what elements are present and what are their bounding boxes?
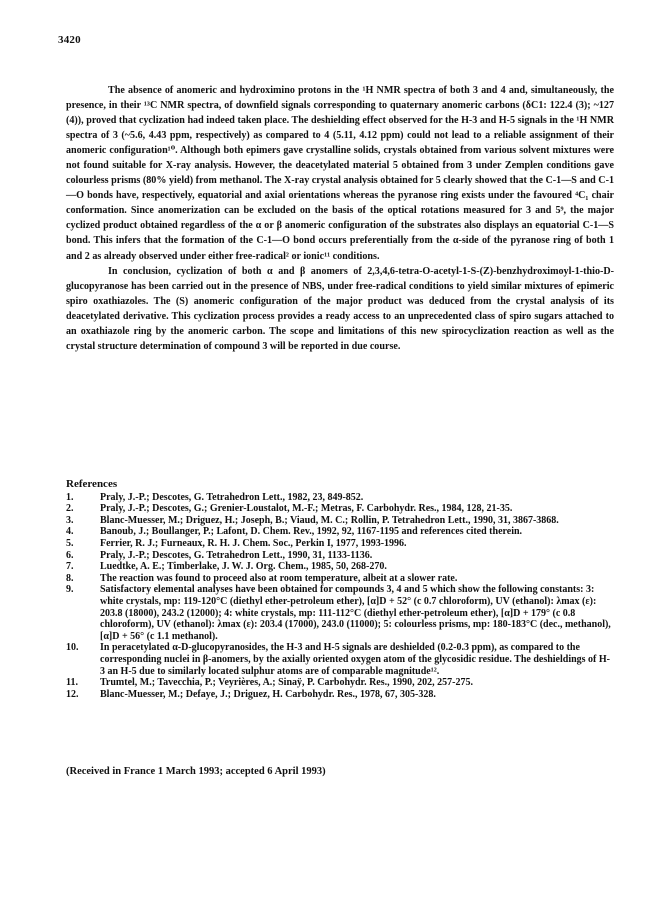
article-body: [66, 83, 614, 354]
reference-number: 9.: [66, 584, 74, 596]
reference-item: [66, 561, 614, 573]
reference-item: [66, 550, 614, 562]
reference-number: 4.: [66, 526, 74, 538]
received-dates: (Received in France 1 March 1993; accepted 6 April 1993): [66, 766, 326, 777]
reference-item: [66, 538, 614, 550]
reference-text: Praly, J.-P.; Descotes, G. Tetrahedron Lett., 1990, 31, 1133-1136.: [100, 549, 373, 561]
reference-item: [66, 526, 614, 538]
reference-item: [66, 642, 614, 677]
paragraph-discussion: The absence of anomeric and hydroximino protons in the ¹H NMR spectra of both 3 and 4 and, simultaneously, the presence, in their ¹³C NMR spectra, of downfield signals corresponding to quaternary anomeric carbons (δC1: 122.4 (3); ~127 (4)), proved that cyclization had indeed taken place. The deshielding effect observed for the H-3 and H-5 signals in the ¹H NMR spectra of 3 (~5.6, 4.43 ppm, respectively) as compared to 4 (5.11, 4.12 ppm) could not lead to a reliable assignment of their anomeric configuration¹⁰. Although both epimers gave crystalline solids, crystals obtained from various solvent mixtures were not found suitable for X-ray analysis. However, the deacetylated material 5 obtained from 3 under Zemplen conditions gave colourless prisms (80% yield) from methanol. The X-ray crystal analysis obtained for 5 clearly showed that the C-1—S and C-1—O bonds have, respectively, equatorial and axial orientations whereas the pyranose ring exists under the favoured ⁴C₁ chair conformation. Since anomerization can be excluded on the basis of the optical rotations measured for 3 and 5⁹, the major cyclized product obtained regardless of the α or β anomeric configuration of the substrates also displays an equatorial C-1—S bond. This infers that the formation of the C-1—O bond occurs preferentially from the α-side of the pyranose ring of both 1 and 2 as already observed under either free-radical² or ionic¹¹ conditions.: [66, 85, 614, 262]
reference-text: Blanc-Muesser, M.; Defaye, J.; Driguez, H. Carbohydr. Res., 1978, 67, 305-328.: [100, 688, 436, 700]
reference-text: Satisfactory elemental analyses have been obtained for compounds 3, 4 and 5 which show the following constants: 3: white crystals, mp: 119-120°C (diethyl ether-petroleum ether), [α]D + 52° (c 0.7 chloroform), UV (ethanol): λmax (ε): 203.8 (18000), 243.2 (12000); 4: white crystals, mp: 111-112°C (diethyl ether-petroleum ether), [α]D + 179° (c 0.8 chloroform), UV (ethanol): λmax (ε): 203.4 (17000), 243.0 (11000); 5: colourless prisms, mp: 180-183°C (dec., methanol), [α]D + 56° (c 1.1 methanol).: [100, 584, 611, 642]
reference-number: 6.: [66, 549, 74, 561]
reference-item: [66, 573, 614, 585]
reference-text: Banoub, J.; Boullanger, P.; Lafont, D. Chem. Rev., 1992, 92, 1167-1195 and references cited therein.: [100, 526, 523, 538]
references-section: [66, 479, 614, 700]
reference-text: Ferrier, R. J.; Furneaux, R. H. J. Chem. Soc., Perkin I, 1977, 1993-1996.: [100, 537, 407, 549]
page-number: 3420: [58, 34, 81, 46]
reference-list: [66, 492, 614, 701]
reference-number: 5.: [66, 537, 74, 549]
reference-number: 11.: [66, 677, 78, 689]
reference-item: [66, 503, 614, 515]
reference-number: 12.: [66, 688, 79, 700]
reference-item: [66, 492, 614, 504]
reference-item: [66, 677, 614, 689]
reference-item: [66, 584, 614, 642]
reference-number: 10.: [66, 642, 79, 654]
reference-text: Trumtel, M.; Tavecchia, P.; Veyrières, A.; Sinaÿ, P. Carbohydr. Res., 1990, 202, 257-275.: [100, 677, 473, 689]
reference-text: Praly, J.-P.; Descotes, G.; Grenier-Loustalot, M.-F.; Metras, F. Carbohydr. Res., 1984, 128, 21-35.: [100, 503, 513, 515]
reference-number: 1.: [66, 491, 74, 503]
paragraph-conclusion: In conclusion, cyclization of both α and β anomers of 2,3,4,6-tetra-O-acetyl-1-S-(Z)-benzhydroximoyl-1-thio-D-glucopyranose has been carried out in the presence of NBS, under free-radical conditions to yield similar mixtures of epimeric spiro oxathiazoles. The (S) anomeric configuration of the major product was deduced from the crystal analysis of its deacetylated derivative. This cyclization process provides a ready access to an unprecedented class of spiro sugars attached to an oxathiazole ring by the anomeric carbon. The scope and limitations of this new spirocyclization reaction as well as the crystal structure determination of compound 3 will be reported in due course.: [66, 265, 614, 352]
reference-text: In peracetylated α-D-glucopyranosides, the H-3 and H-5 signals are deshielded (0.2-0.3 ppm), as compared to the corresponding nuclei in β-anomers, by the axially oriented oxygen atom of the glycosidic residue. The deshieldings of H-3 an H-5 due to similarly located sulphur atoms are of comparable magnitude¹².: [100, 642, 610, 677]
reference-text: The reaction was found to proceed also at room temperature, albeit at a slower rate.: [100, 572, 458, 584]
reference-item: [66, 689, 614, 701]
reference-text: Blanc-Muesser, M.; Driguez, H.; Joseph, B.; Viaud, M. C.; Rollin, P. Tetrahedron Lett., 1990, 31, 3867-3868.: [100, 514, 559, 526]
reference-number: 3.: [66, 514, 74, 526]
reference-text: Luedtke, A. E.; Timberlake, J. W. J. Org. Chem., 1985, 50, 268-270.: [100, 561, 387, 573]
reference-number: 2.: [66, 503, 74, 515]
reference-item: [66, 515, 614, 527]
reference-number: 8.: [66, 572, 74, 584]
reference-number: 7.: [66, 561, 74, 573]
references-heading: References: [66, 478, 118, 490]
reference-text: Praly, J.-P.; Descotes, G. Tetrahedron Lett., 1982, 23, 849-852.: [100, 491, 364, 503]
